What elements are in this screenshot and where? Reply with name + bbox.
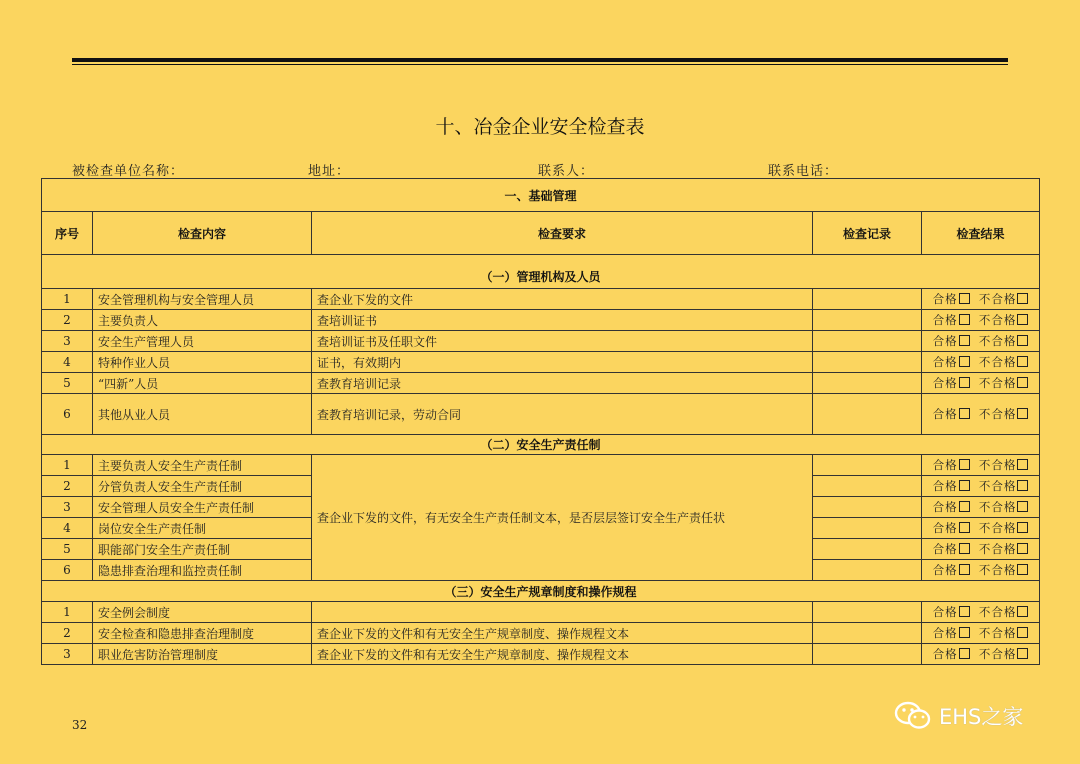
row-number: 1 <box>42 289 93 310</box>
row-requirement: 查教育培训记录，劳动合同 <box>312 394 813 435</box>
record-cell[interactable] <box>813 644 922 665</box>
row-number: 1 <box>42 602 93 623</box>
fail-checkbox[interactable] <box>1017 606 1028 617</box>
pass-checkbox[interactable] <box>959 408 970 419</box>
result-fail-label: 不合格 <box>978 521 1017 535</box>
header-rule-thick <box>72 58 1008 62</box>
row-content: 安全管理人员安全生产责任制 <box>93 497 312 518</box>
record-cell[interactable] <box>813 518 922 539</box>
result-cell[interactable] <box>922 310 1040 331</box>
pass-checkbox[interactable] <box>959 459 970 470</box>
row-number: 6 <box>42 394 93 435</box>
pass-checkbox[interactable] <box>959 377 970 388</box>
row-requirement: 查培训证书及任职文件 <box>312 331 813 352</box>
fail-checkbox[interactable] <box>1017 356 1028 367</box>
group-title: （一）管理机构及人员 <box>42 255 1040 289</box>
result-cell[interactable] <box>922 289 1040 310</box>
fail-checkbox[interactable] <box>1017 522 1028 533</box>
pass-checkbox[interactable] <box>959 501 970 512</box>
record-cell[interactable] <box>813 497 922 518</box>
row-number: 4 <box>42 352 93 373</box>
row-content: 安全检查和隐患排查治理制度 <box>93 623 312 644</box>
result-fail-label: 不合格 <box>978 334 1017 348</box>
page-number: 32 <box>72 718 88 732</box>
result-pass-label: 合格 <box>932 355 958 369</box>
result-pass-label: 合格 <box>932 334 958 348</box>
row-number: 2 <box>42 623 93 644</box>
record-cell[interactable] <box>813 539 922 560</box>
result-fail-label: 不合格 <box>978 355 1017 369</box>
pass-checkbox[interactable] <box>959 648 970 659</box>
result-pass-label: 合格 <box>932 292 958 306</box>
result-fail-label: 不合格 <box>978 458 1017 472</box>
row-number: 4 <box>42 518 93 539</box>
row-requirement: 查企业下发的文件和有无安全生产规章制度、操作规程文本 <box>312 623 813 644</box>
pass-checkbox[interactable] <box>959 335 970 346</box>
pass-checkbox[interactable] <box>959 293 970 304</box>
col-header-content: 检查内容 <box>93 212 312 255</box>
inspection-table <box>41 178 1040 665</box>
record-cell[interactable] <box>813 310 922 331</box>
row-content: “四新”人员 <box>93 373 312 394</box>
result-cell[interactable] <box>922 497 1040 518</box>
table-row <box>42 373 1040 394</box>
row-content: 隐患排查治理和监控责任制 <box>93 560 312 581</box>
row-requirement: 查企业下发的文件和有无安全生产规章制度、操作规程文本 <box>312 644 813 665</box>
pass-checkbox[interactable] <box>959 522 970 533</box>
record-cell[interactable] <box>813 289 922 310</box>
row-number: 5 <box>42 373 93 394</box>
pass-checkbox[interactable] <box>959 356 970 367</box>
result-fail-label: 不合格 <box>978 647 1017 661</box>
result-cell[interactable] <box>922 644 1040 665</box>
result-fail-label: 不合格 <box>978 407 1017 421</box>
record-cell[interactable] <box>813 352 922 373</box>
fail-checkbox[interactable] <box>1017 543 1028 554</box>
header-rule-thin <box>72 64 1008 65</box>
info-address-label: 地址： <box>308 164 351 179</box>
fail-checkbox[interactable] <box>1017 314 1028 325</box>
fail-checkbox[interactable] <box>1017 627 1028 638</box>
row-content: 其他从业人员 <box>93 394 312 435</box>
result-cell[interactable] <box>922 373 1040 394</box>
result-pass-label: 合格 <box>932 542 958 556</box>
record-cell[interactable] <box>813 623 922 644</box>
result-pass-label: 合格 <box>932 313 958 327</box>
table-row <box>42 602 1040 623</box>
col-header-result: 检查结果 <box>922 212 1040 255</box>
col-header-record: 检查记录 <box>813 212 922 255</box>
result-pass-label: 合格 <box>932 563 958 577</box>
record-cell[interactable] <box>813 602 922 623</box>
page-title: 十、冶金企业安全检查表 <box>435 116 645 138</box>
table-row <box>42 644 1040 665</box>
record-cell[interactable] <box>813 560 922 581</box>
result-fail-label: 不合格 <box>978 605 1017 619</box>
result-pass-label: 合格 <box>932 458 958 472</box>
result-fail-label: 不合格 <box>978 313 1017 327</box>
fail-checkbox[interactable] <box>1017 501 1028 512</box>
row-requirement: 证书，有效期内 <box>312 352 813 373</box>
row-content: 分管负责人安全生产责任制 <box>93 476 312 497</box>
result-cell[interactable] <box>922 539 1040 560</box>
result-cell[interactable] <box>922 352 1040 373</box>
result-fail-label: 不合格 <box>978 292 1017 306</box>
row-number: 5 <box>42 539 93 560</box>
row-content: 特种作业人员 <box>93 352 312 373</box>
col-header-requirement: 检查要求 <box>312 212 813 255</box>
watermark-logo <box>893 700 1023 732</box>
watermark-text: EHS之家 <box>939 705 1024 729</box>
result-cell[interactable] <box>922 560 1040 581</box>
group-title: （二）安全生产责任制 <box>42 435 1040 455</box>
row-content: 主要负责人安全生产责任制 <box>93 455 312 476</box>
fail-checkbox[interactable] <box>1017 480 1028 491</box>
result-pass-label: 合格 <box>932 647 958 661</box>
table-header-row <box>42 212 1040 255</box>
info-unit-label: 被检查单位名称： <box>72 164 185 179</box>
table-row <box>42 394 1040 435</box>
result-pass-label: 合格 <box>932 376 958 390</box>
row-content: 安全管理机构与安全管理人员 <box>93 289 312 310</box>
info-phone-label: 联系电话： <box>768 164 839 179</box>
pass-checkbox[interactable] <box>959 543 970 554</box>
table-row <box>42 331 1040 352</box>
table-row <box>42 289 1040 310</box>
row-content: 安全生产管理人员 <box>93 331 312 352</box>
row-content: 职能部门安全生产责任制 <box>93 539 312 560</box>
result-pass-label: 合格 <box>932 500 958 514</box>
result-pass-label: 合格 <box>932 479 958 493</box>
table-row <box>42 455 1040 476</box>
col-header-no: 序号 <box>42 212 93 255</box>
result-pass-label: 合格 <box>932 605 958 619</box>
row-requirement: 查教育培训记录 <box>312 373 813 394</box>
record-cell[interactable] <box>813 476 922 497</box>
record-cell[interactable] <box>813 455 922 476</box>
row-requirement: 查培训证书 <box>312 310 813 331</box>
fail-checkbox[interactable] <box>1017 459 1028 470</box>
row-requirement: 查企业下发的文件 <box>312 289 813 310</box>
row-requirement: 查企业下发的文件，有无安全生产责任制文本，是否层层签订安全生产责任状 <box>312 455 813 581</box>
row-number: 3 <box>42 644 93 665</box>
result-fail-label: 不合格 <box>978 376 1017 390</box>
fail-checkbox[interactable] <box>1017 648 1028 659</box>
result-fail-label: 不合格 <box>978 479 1017 493</box>
row-number: 3 <box>42 331 93 352</box>
result-pass-label: 合格 <box>932 407 958 421</box>
record-cell[interactable] <box>813 373 922 394</box>
row-number: 2 <box>42 476 93 497</box>
fail-checkbox[interactable] <box>1017 293 1028 304</box>
row-number: 1 <box>42 455 93 476</box>
record-cell[interactable] <box>813 331 922 352</box>
fail-checkbox[interactable] <box>1017 377 1028 388</box>
pass-checkbox[interactable] <box>959 627 970 638</box>
result-cell[interactable] <box>922 602 1040 623</box>
row-requirement <box>312 602 813 623</box>
result-cell[interactable] <box>922 476 1040 497</box>
record-cell[interactable] <box>813 394 922 435</box>
result-fail-label: 不合格 <box>978 626 1017 640</box>
fail-checkbox[interactable] <box>1017 564 1028 575</box>
result-cell[interactable] <box>922 518 1040 539</box>
fail-checkbox[interactable] <box>1017 335 1028 346</box>
pass-checkbox[interactable] <box>959 314 970 325</box>
result-pass-label: 合格 <box>932 521 958 535</box>
table-row <box>42 352 1040 373</box>
table-row <box>42 623 1040 644</box>
pass-checkbox[interactable] <box>959 480 970 491</box>
pass-checkbox[interactable] <box>959 606 970 617</box>
table-row <box>42 310 1040 331</box>
result-fail-label: 不合格 <box>978 563 1017 577</box>
info-contact-label: 联系人： <box>538 164 595 179</box>
result-fail-label: 不合格 <box>978 500 1017 514</box>
pass-checkbox[interactable] <box>959 564 970 575</box>
row-content: 安全例会制度 <box>93 602 312 623</box>
result-cell[interactable] <box>922 623 1040 644</box>
result-cell[interactable] <box>922 455 1040 476</box>
section-title: 一、基础管理 <box>42 179 1040 212</box>
row-content: 职业危害防治管理制度 <box>93 644 312 665</box>
row-number: 3 <box>42 497 93 518</box>
row-content: 主要负责人 <box>93 310 312 331</box>
row-content: 岗位安全生产责任制 <box>93 518 312 539</box>
fail-checkbox[interactable] <box>1017 408 1028 419</box>
result-cell[interactable] <box>922 394 1040 435</box>
group-title: （三）安全生产规章制度和操作规程 <box>42 581 1040 602</box>
wechat-icon <box>893 700 933 732</box>
result-cell[interactable] <box>922 331 1040 352</box>
row-number: 2 <box>42 310 93 331</box>
result-pass-label: 合格 <box>932 626 958 640</box>
result-fail-label: 不合格 <box>978 542 1017 556</box>
row-number: 6 <box>42 560 93 581</box>
